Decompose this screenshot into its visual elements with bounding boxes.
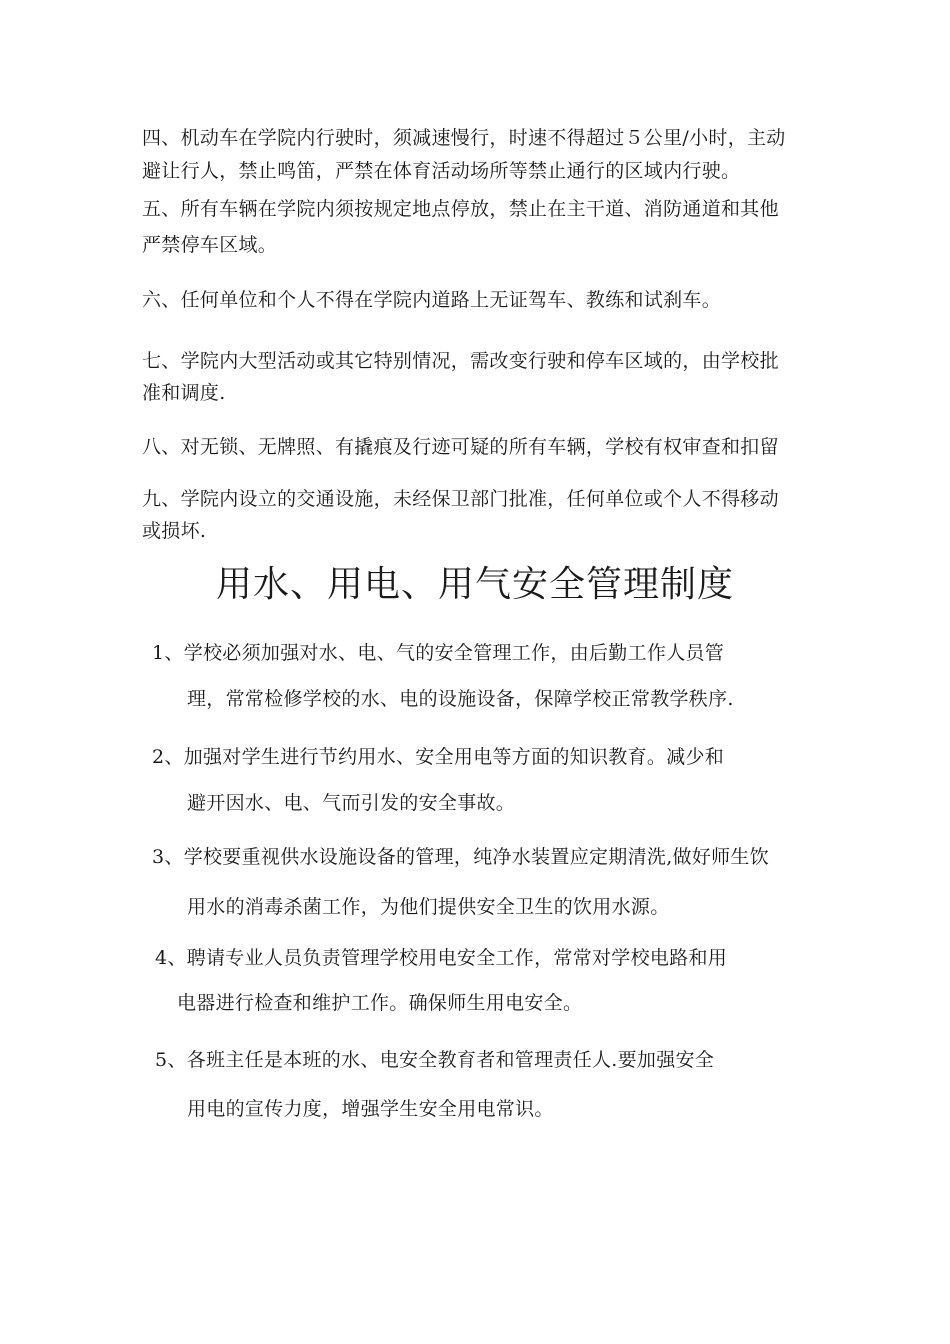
rule-7-line-1: 七、学院内大型活动或其它特别情况，需改变行驶和停车区域的，由学校批 [142, 350, 779, 372]
item-2-line-1: 2、加强对学生进行节约用水、安全用电等方面的知识教育。减少和 [152, 746, 725, 768]
section-title: 用水、用电、用气安全管理制度 [215, 564, 734, 605]
item-4-line-2: 电器进行检查和维护工作。确保师生用电安全。 [177, 992, 583, 1014]
rule-7-line-2: 准和调度. [142, 382, 226, 404]
item-1-line-1: 1、学校必须加强对水、电、气的安全管理工作，由后勤工作人员管 [152, 642, 725, 664]
rule-8-line-1: 八、对无锁、无牌照、有撬痕及行迹可疑的所有车辆，学校有权审查和扣留 [142, 436, 779, 458]
item-4-line-1: 4、聘请专业人员负责管理学校用电安全工作，常常对学校电路和用 [155, 947, 728, 969]
item-5-line-1: 5、各班主任是本班的水、电安全教育者和管理责任人.要加强安全 [155, 1049, 715, 1071]
rule-5-line-2: 严禁停车区域。 [142, 234, 278, 256]
item-2-line-2: 避开因水、电、气而引发的安全事故。 [187, 792, 516, 814]
rule-6-line-1: 六、任何单位和个人不得在学院内道路上无证驾车、教练和试刹车。 [142, 289, 722, 311]
item-3-line-1: 3、学校要重视供水设施设备的管理，纯净水装置应定期清洗,做好师生饮 [152, 846, 770, 868]
item-5-line-2: 用电的宣传力度，增强学生安全用电常识。 [187, 1098, 554, 1120]
rule-4-line-2: 避让行人，禁止鸣笛，严禁在体育活动场所等禁止通行的区域内行驶。 [142, 160, 741, 182]
rule-4-line-1: 四、机动车在学院内行驶时，须减速慢行，时速不得超过５公里/小时，主动 [142, 127, 786, 149]
item-3-line-2: 用水的消毒杀菌工作，为他们提供安全卫生的饮用水源。 [187, 896, 670, 918]
rule-9-line-1: 九、学院内设立的交通设施，未经保卫部门批准，任何单位或个人不得移动 [142, 488, 779, 510]
item-1-line-2: 理，常常检修学校的水、电的设施设备，保障学校正常教学秩序. [187, 688, 734, 710]
rule-9-line-2: 或损坏. [142, 520, 207, 542]
rule-5-line-1: 五、所有车辆在学院内须按规定地点停放，禁止在主干道、消防通道和其他 [142, 198, 779, 220]
